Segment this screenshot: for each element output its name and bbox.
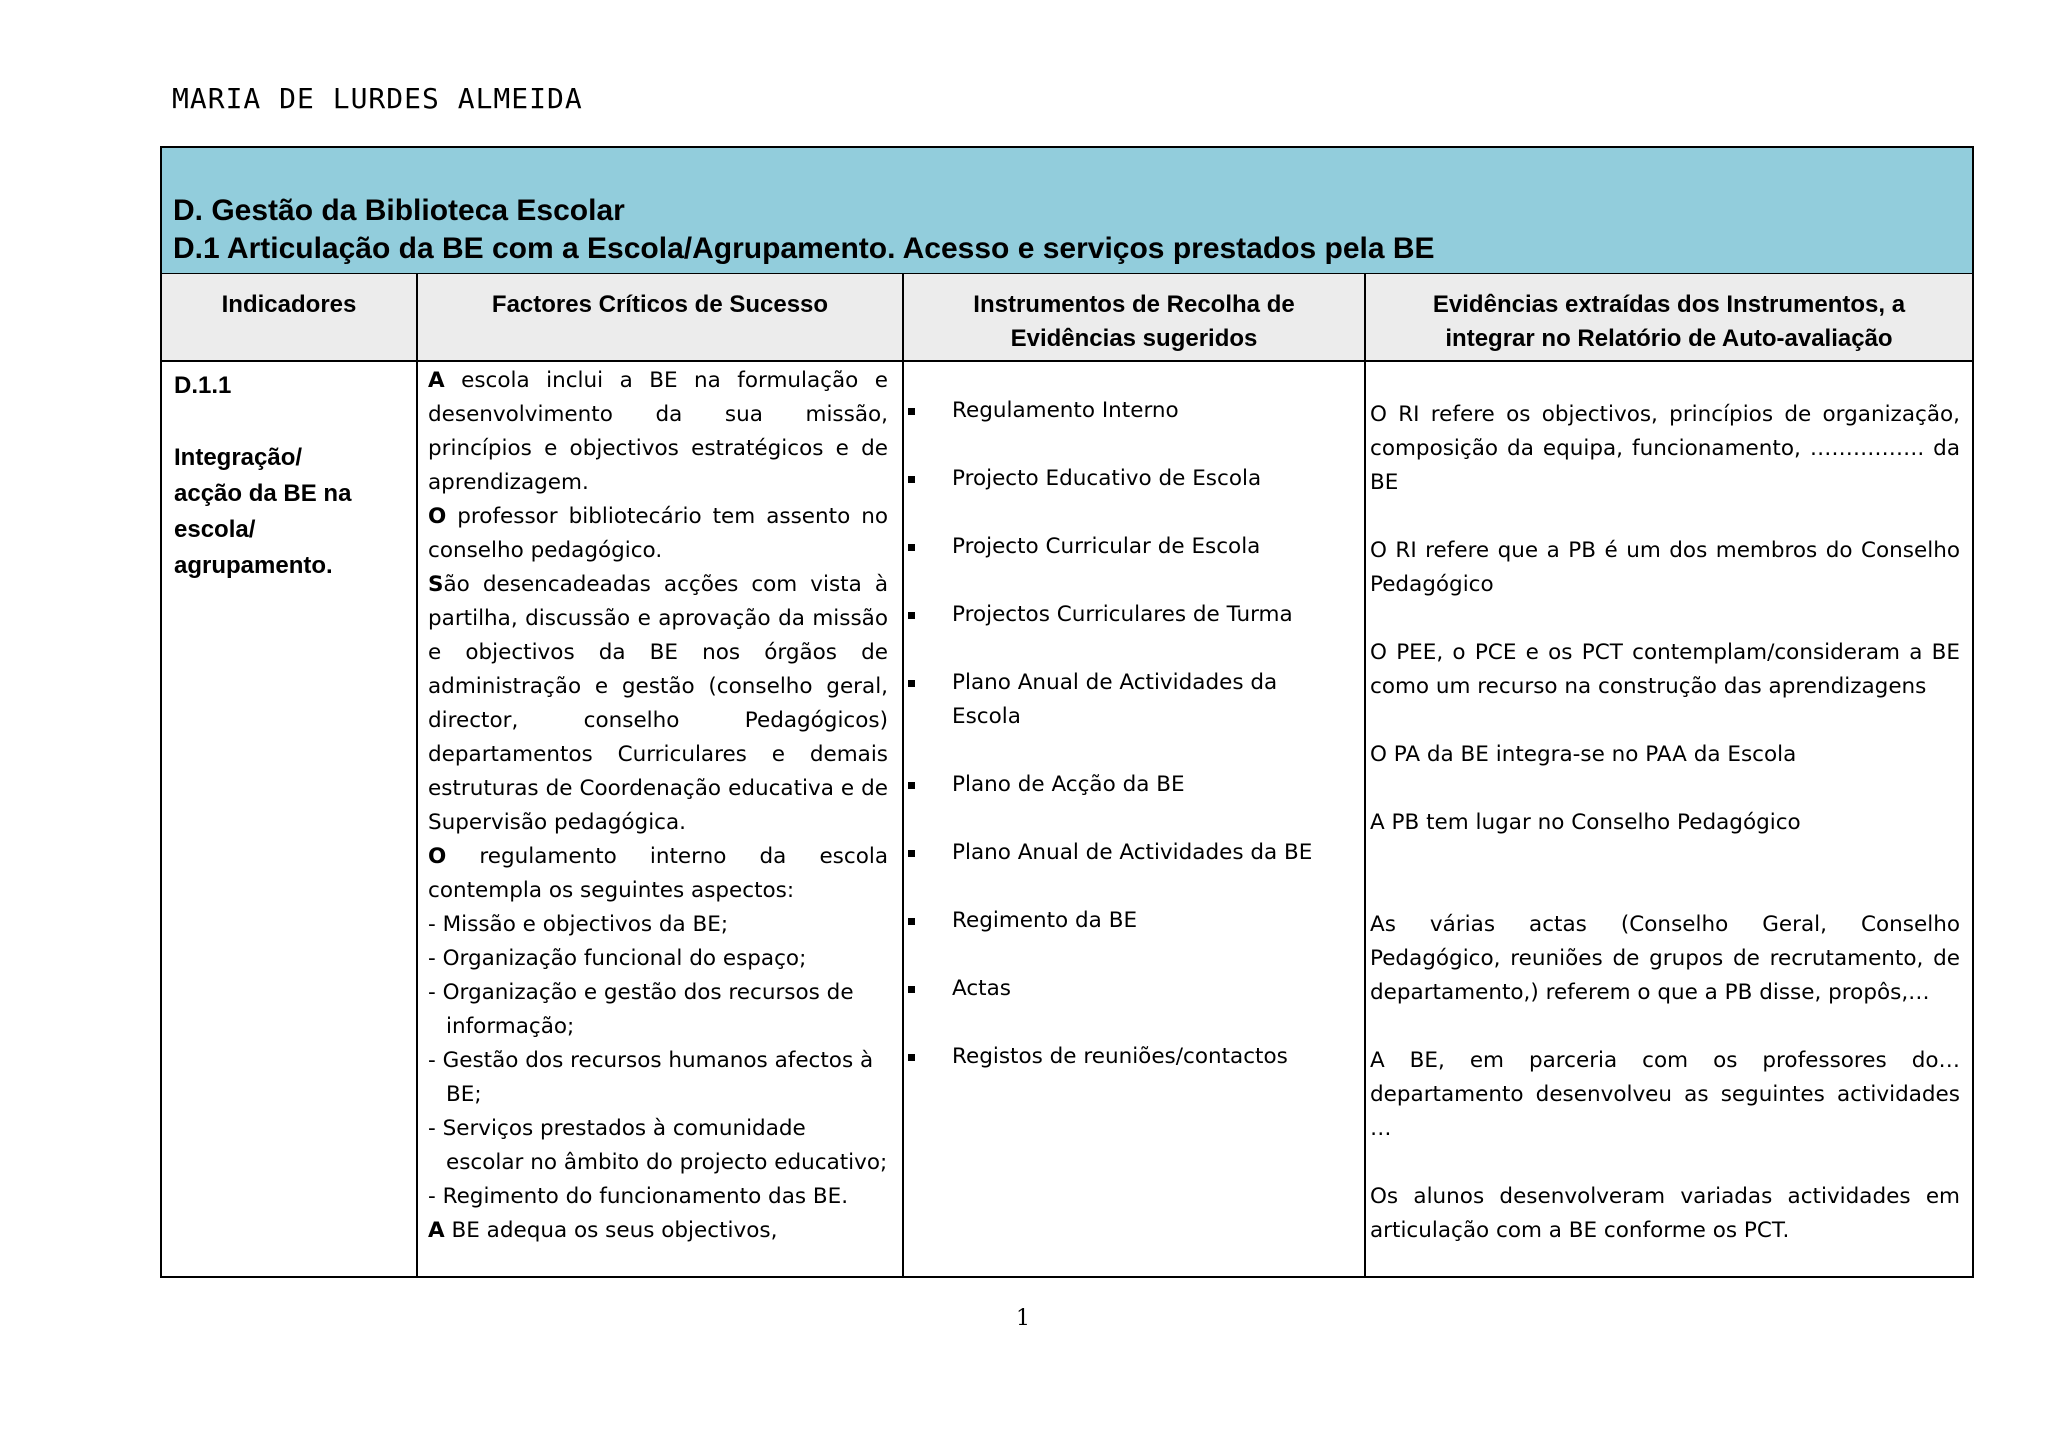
factor-paragraph (428, 364, 888, 500)
column-header-instrumentos-line1: Instrumentos de Recolha de (973, 291, 1295, 318)
table-header-row (162, 274, 1972, 362)
instrument-label: Plano de Acção da BE (952, 772, 1185, 797)
column-header-instrumentos-line2: Evidências sugeridos (1010, 325, 1258, 352)
square-bullet-icon (908, 544, 915, 551)
evidence-paragraph: O RI refere os objectivos, princípios de organização, composição da equipa, funcionamento, ……………. da BE (1370, 402, 1960, 495)
factor-lead-letter: A (428, 1218, 445, 1243)
column-header-indicadores (162, 288, 416, 322)
factor-text: professor bibliotecário tem assento no conselho pedagógico. (428, 504, 888, 563)
factor-text: BE adequa os seus objectivos, (444, 1218, 778, 1243)
evidence-paragraph: Os alunos desenvolveram variadas actividades em articulação com a BE conforme os PCT. (1370, 1184, 1960, 1243)
indicator-title-line: acção da BE na (174, 480, 352, 507)
factor-lead-letter: O (428, 504, 447, 529)
evidence-paragraph: O PEE, o PCE e os PCT contemplam/consideram a BE como um recurso na construção das aprendizagens (1370, 640, 1960, 699)
indicator-title-line: escola/ (174, 516, 256, 543)
evidence-paragraph: O PA da BE integra-se no PAA da Escola (1370, 742, 1797, 767)
factor-lead-letter: S (428, 572, 444, 597)
square-bullet-icon (908, 680, 915, 687)
aspect-list-item: - Regimento do funcionamento das BE. (428, 1184, 849, 1209)
column-header-evidencias-line2: integrar no Relatório de Auto-avaliação (1445, 325, 1893, 352)
square-bullet-icon (908, 918, 915, 925)
indicator-title-line: Integração/ (174, 444, 303, 471)
evidence-paragraph: O RI refere que a PB é um dos membros do Conselho Pedagógico (1370, 538, 1960, 597)
factor-text: escola inclui a BE na formulação e desenvolvimento da sua missão, princípios e objectivos estratégicos e de aprendizagem. (428, 368, 888, 495)
factor-paragraph (428, 568, 888, 840)
square-bullet-icon (908, 782, 915, 789)
factor-lead-letter: A (428, 368, 445, 393)
factor-text: regulamento interno da escola contempla os seguintes aspectos: (428, 844, 888, 903)
evidence-paragraph: A BE, em parceria com os professores do… departamento desenvolveu as seguintes actividades … (1370, 1048, 1960, 1141)
evidence-cell (1370, 398, 1960, 1248)
section-title: D. Gestão da Biblioteca Escolar (173, 194, 625, 227)
section-title-band (162, 148, 1972, 274)
instrument-list-item (908, 394, 1318, 428)
instrument-label: Projecto Educativo de Escola (952, 466, 1262, 491)
success-factors-cell (428, 364, 888, 1248)
column-header-instrumentos (904, 288, 1364, 356)
instrument-label: Registos de reuniões/contactos (952, 1044, 1288, 1069)
instrument-label: Plano Anual de Actividades da Escola (952, 670, 1278, 729)
column-header-factores-label: Factores Críticos de Sucesso (491, 291, 829, 318)
evidence-paragraph: A PB tem lugar no Conselho Pedagógico (1370, 810, 1801, 835)
column-header-factores (418, 288, 902, 322)
square-bullet-icon (908, 1054, 915, 1061)
factor-lead-letter: O (428, 844, 447, 869)
instrument-label: Regimento da BE (952, 908, 1138, 933)
page-number: 1 (1016, 1306, 1030, 1331)
instrument-label: Regulamento Interno (952, 398, 1179, 423)
section-subtitle: D.1 Articulação da BE com a Escola/Agrupamento. Acesso e serviços prestados pela BE (173, 232, 1435, 265)
indicator-title-line: agrupamento. (174, 552, 333, 579)
instrument-list-item (908, 972, 1318, 1006)
instrument-label: Projectos Curriculares de Turma (952, 602, 1293, 627)
document-author-header: MARIA DE LURDES ALMEIDA (172, 82, 583, 115)
evidence-paragraph: As várias actas (Conselho Geral, Conselho Pedagógico, reuniões de grupos de recrutamento, de departamento,) referem o que a PB disse, propôs,… (1370, 912, 1960, 1005)
instrument-list-item (908, 530, 1318, 564)
column-header-indicadores-label: Indicadores (221, 291, 357, 318)
factor-paragraph (428, 500, 888, 568)
square-bullet-icon (908, 850, 915, 857)
column-header-evidencias-line1: Evidências extraídas dos Instrumentos, a (1432, 291, 1906, 318)
instrument-list-item (908, 904, 1318, 938)
square-bullet-icon (908, 612, 915, 619)
aspect-list-item: - Organização e gestão dos recursos de informação; (428, 980, 854, 1039)
indicator-code: D.1.1 (174, 372, 232, 399)
square-bullet-icon (908, 408, 915, 415)
instrument-label: Plano Anual de Actividades da BE (952, 840, 1313, 865)
aspect-list-item: - Gestão dos recursos humanos afectos à BE; (428, 1048, 874, 1107)
instruments-list (908, 394, 1318, 1074)
factor-text: ão desencadeadas acções com vista à partilha, discussão e aprovação da missão e objectivos da BE nos órgãos de administração e gestão (conselho geral, director, conselho Pedagógicos) departamentos Curriculares e demais estruturas de Coordenação educativa e de Supervisão pedagógica. (428, 572, 888, 835)
instrument-list-item (908, 666, 1318, 734)
aspect-list-item: - Missão e objectivos da BE; (428, 912, 729, 937)
instrument-list-item (908, 768, 1318, 802)
indicator-cell (174, 368, 404, 584)
instrument-list-item (908, 1040, 1318, 1074)
instrument-list-item (908, 462, 1318, 496)
instrument-list-item (908, 598, 1318, 632)
column-divider (902, 274, 904, 1276)
column-header-evidencias (1366, 288, 1972, 356)
aspect-list-item: - Organização funcional do espaço; (428, 946, 807, 971)
square-bullet-icon (908, 476, 915, 483)
column-divider (1364, 274, 1366, 1276)
factor-paragraph (428, 840, 888, 908)
square-bullet-icon (908, 986, 915, 993)
self-evaluation-table (160, 146, 1974, 1278)
factor-paragraph (428, 1214, 888, 1248)
instrument-label: Actas (952, 976, 1011, 1001)
column-divider (416, 274, 418, 1276)
instrument-list-item (908, 836, 1318, 870)
aspect-list-item: - Serviços prestados à comunidade escolar no âmbito do projecto educativo; (428, 1116, 888, 1175)
instrument-label: Projecto Curricular de Escola (952, 534, 1261, 559)
instruments-cell (908, 394, 1318, 1108)
